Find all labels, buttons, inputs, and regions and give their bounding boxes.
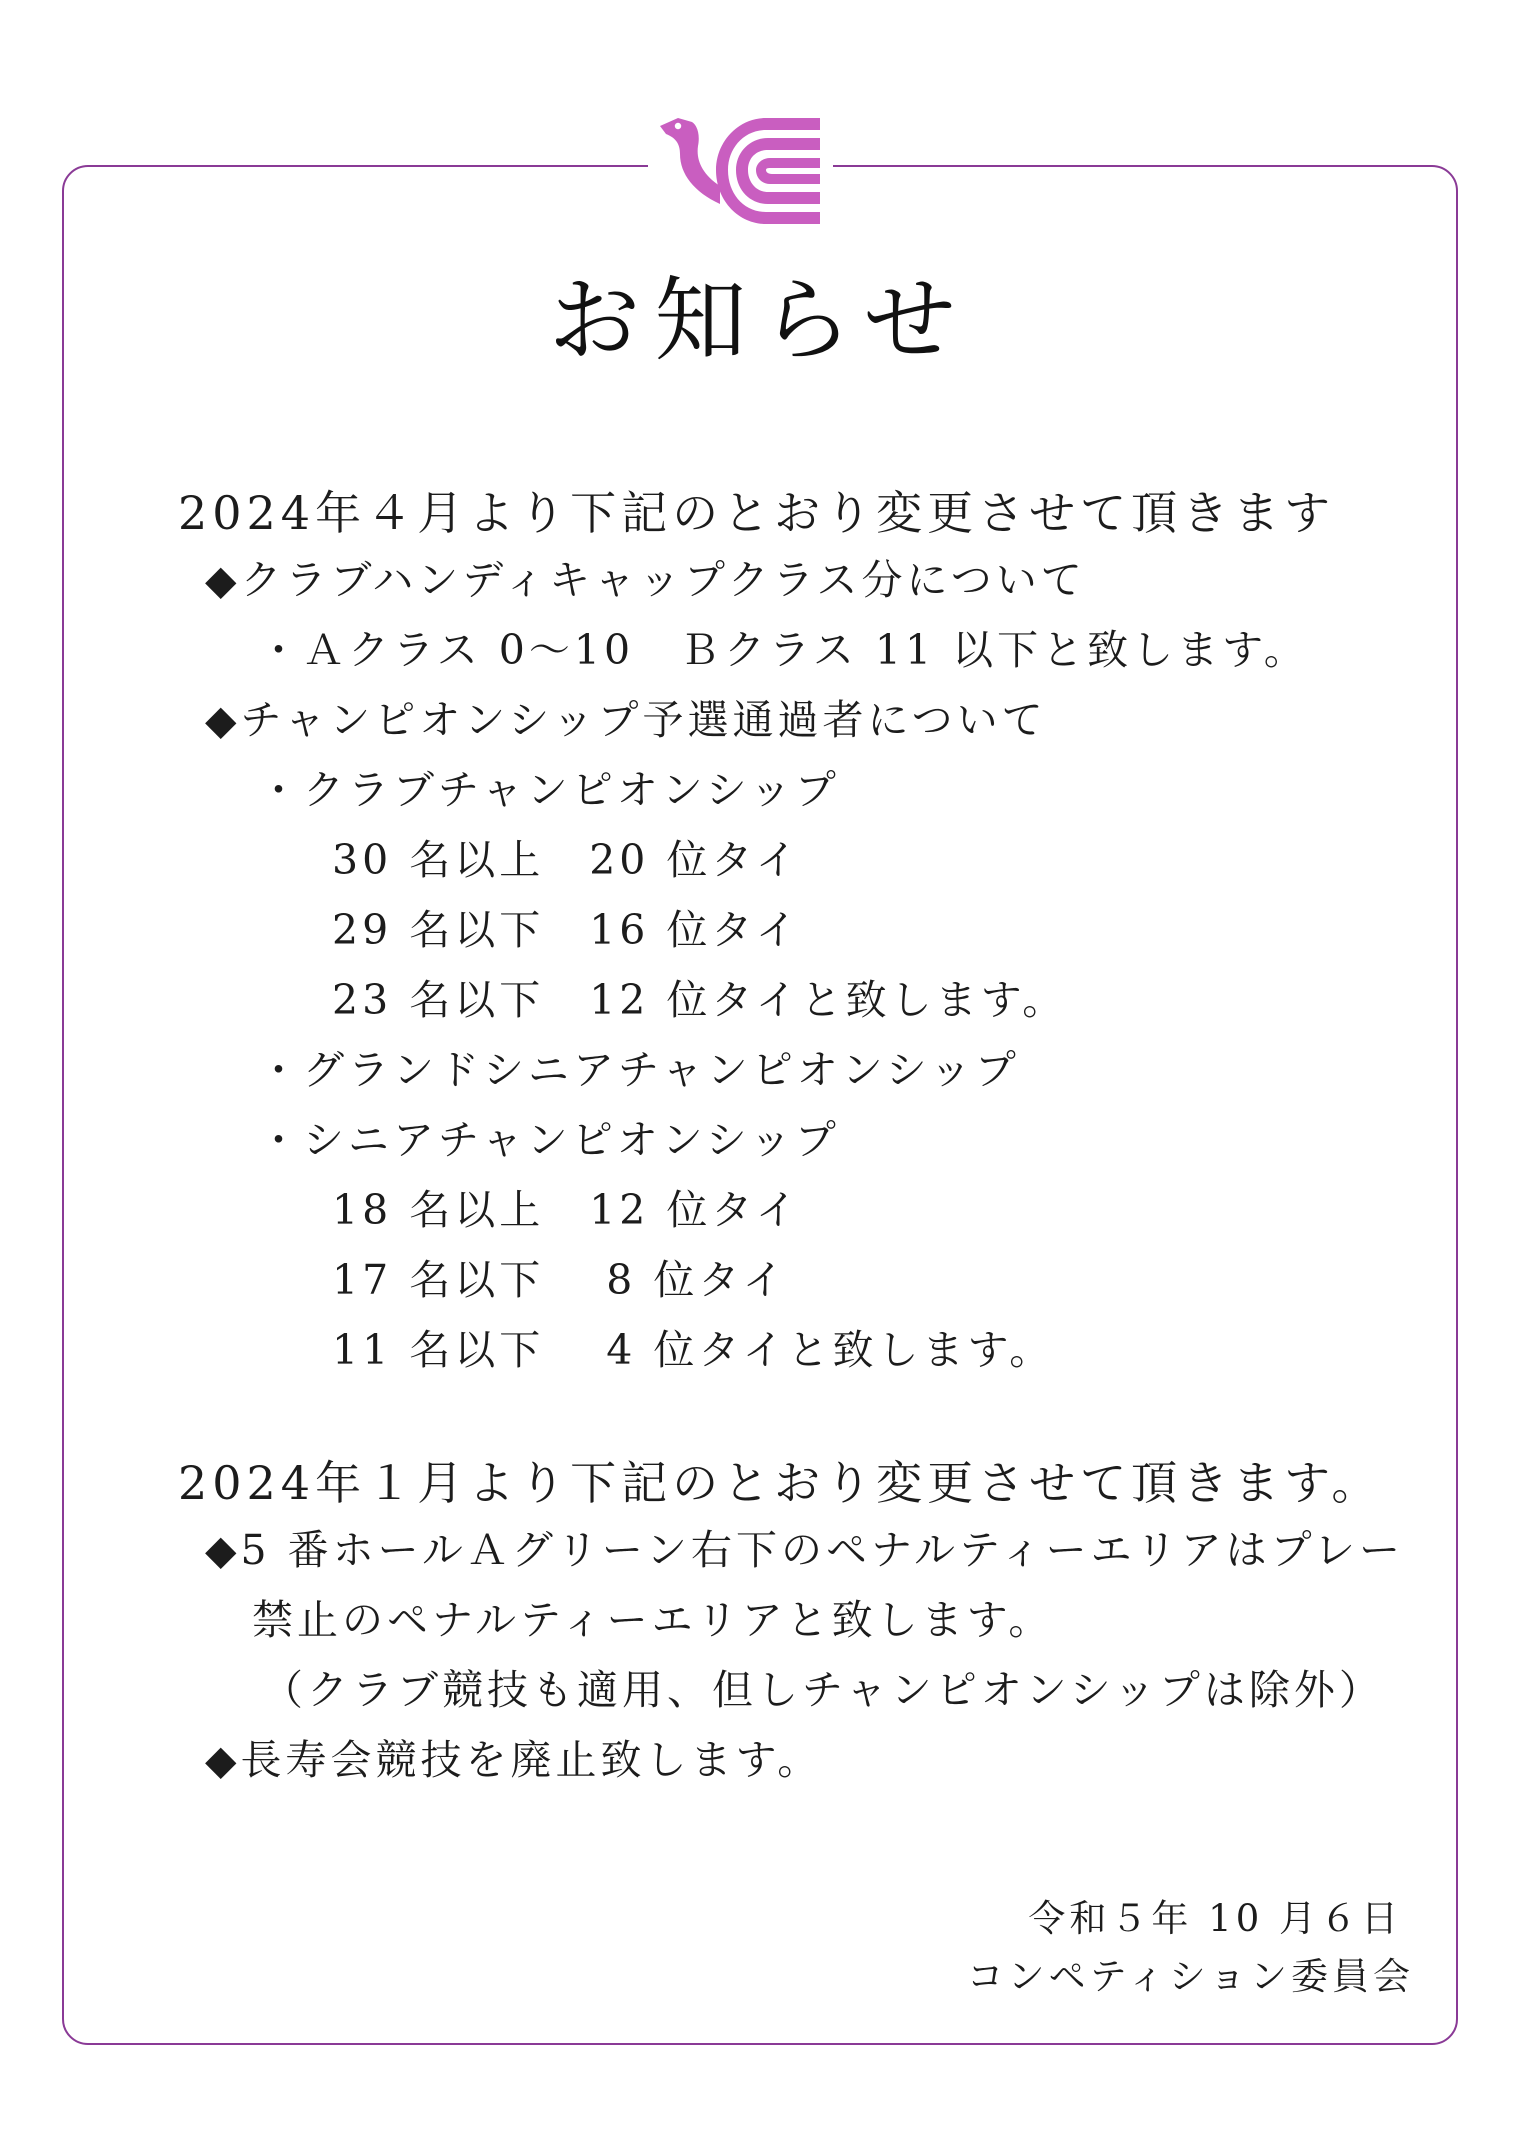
committee-name: コンペティション委員会: [966, 1955, 1414, 1998]
notice-date: 令和５年 10 月６日: [1028, 1897, 1402, 1940]
senior-championship-row: 11 名以下 4 位タイと致します。: [332, 1326, 1055, 1374]
section2-heading: 2024年１月より下記のとおり変更させて頂きます。: [178, 1456, 1383, 1510]
qualifier-title: ◆チャンピオンシップ予選通過者について: [205, 696, 1047, 744]
grand-senior-championship-label: ・グランドシニアチャンピオンシップ: [258, 1046, 1020, 1094]
club-championship-row: 23 名以下 12 位タイと致します。: [332, 976, 1068, 1024]
club-championship-label: ・クラブチャンピオンシップ: [258, 766, 840, 814]
page-title: お知らせ: [548, 267, 970, 374]
penalty-area-note: （クラブ競技も適用、但しチャンピオンシップは除外）: [262, 1666, 1384, 1714]
senior-championship-label: ・シニアチャンピオンシップ: [258, 1116, 840, 1164]
bird-c-logo-icon: [658, 112, 823, 234]
club-championship-row: 30 名以上 20 位タイ: [332, 836, 801, 884]
senior-championship-row: 17 名以下 8 位タイ: [332, 1256, 788, 1304]
handicap-class-title: ◆クラブハンディキャップクラス分について: [205, 556, 1086, 604]
section1-heading: 2024年４月より下記のとおり変更させて頂きます: [178, 486, 1336, 540]
senior-championship-row: 18 名以上 12 位タイ: [332, 1186, 801, 1234]
club-championship-row: 29 名以下 16 位タイ: [332, 906, 801, 954]
penalty-area-line1: ◆5 番ホールＡグリーン右下のペナルティーエリアはプレー: [205, 1526, 1405, 1574]
longevity-competition-item: ◆長寿会競技を廃止致します。: [205, 1736, 823, 1784]
handicap-class-detail: ・Ａクラス 0～10 Ｂクラス 11 以下と致します。: [258, 626, 1309, 674]
penalty-area-line2: 禁止のペナルティーエリアと致します。: [252, 1596, 1054, 1644]
